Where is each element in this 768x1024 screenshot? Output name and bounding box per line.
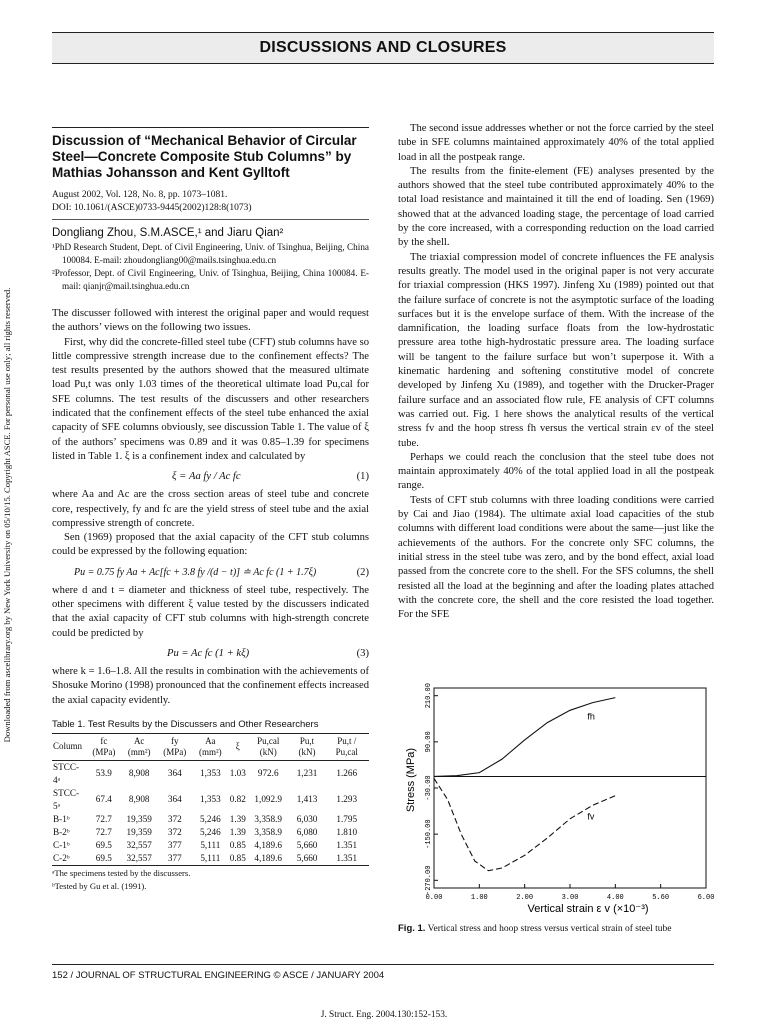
section-header bbox=[52, 32, 714, 64]
equation-text: ξ = Aa fy / Ac fc bbox=[172, 471, 241, 483]
paragraph: The second issue addresses whether or not the force carried by the steel tube in SFE columns maintained approximately 40% of the total applied load in all the postpeak range. bbox=[398, 123, 714, 163]
column-header: Aa (mm²) bbox=[192, 733, 229, 760]
article-title: Discussion of “Mechanical Behavior of Circular Steel—Concrete Composite Stub Columns” by Mathias Johansson and Kent Gylltoft bbox=[52, 127, 369, 181]
x-axis-label: Vertical strain ε v (×10⁻³) bbox=[527, 903, 649, 915]
table-cell: 1,092.9 bbox=[254, 794, 282, 805]
table-cell: 377 bbox=[167, 852, 182, 863]
plot-frame bbox=[434, 688, 706, 888]
equation-text: Pu = 0.75 fy Aa + Ac[fc + 3.8 fy /(d − t)] ≐ Ac fc (1 + 1.7ξ) bbox=[74, 566, 317, 578]
table-cell: 72.7 bbox=[95, 826, 112, 837]
paragraph: The discusser followed with interest the original paper and would request the authors’ views on the following two issues. bbox=[52, 308, 369, 334]
table-cell: 19,359 bbox=[126, 813, 152, 824]
table-cell: 5,660 bbox=[296, 839, 318, 850]
table-cell: STCC-4ᵃ bbox=[53, 761, 80, 785]
table-cell: 32,557 bbox=[126, 839, 152, 850]
table-cell: 8,908 bbox=[128, 794, 150, 805]
column-header: Pu,cal (kN) bbox=[247, 733, 290, 760]
column-header: fy (MPa) bbox=[158, 733, 192, 760]
table-cell: 0.85 bbox=[229, 852, 246, 863]
figure-caption bbox=[398, 922, 714, 936]
x-tick-label: 1.00 bbox=[470, 894, 488, 902]
table-cell: 6,030 bbox=[296, 813, 318, 824]
figure-label: Fig. 1. bbox=[398, 923, 426, 934]
equation-number: (2) bbox=[356, 566, 369, 578]
table-cell: 4,189.6 bbox=[254, 852, 282, 863]
table-cell: 4,189.6 bbox=[254, 839, 282, 850]
x-tick-label: 4.00 bbox=[606, 894, 624, 902]
table-cell: 1,353 bbox=[199, 794, 221, 805]
table-cell: 69.5 bbox=[95, 839, 112, 850]
left-column bbox=[52, 124, 369, 892]
table-cell: 5,246 bbox=[199, 813, 221, 824]
paragraph: Perhaps we could reach the conclusion that the steel tube does not maintain approximately 40% of the total applied load in all the postpeak range. bbox=[398, 451, 714, 492]
column-header: fc (MPa) bbox=[87, 733, 121, 760]
right-column bbox=[398, 122, 714, 622]
column-header: Pu,t / Pu,cal bbox=[324, 733, 369, 760]
table-row bbox=[52, 839, 369, 852]
paragraph: The results from the finite-element (FE) analyses presented by the authors showed that the steel tube contributed approximately 40% to the total load resistance and maintained it till the end of loading. Sen (1969) showed that at the advanced loading stage, the percentage of load carried by the core increased, with a corresponding reduction on the load carried by the shell. bbox=[398, 165, 714, 249]
table-cell: 364 bbox=[167, 794, 182, 805]
table-cell: 0.85 bbox=[229, 839, 246, 850]
table-cell: 372 bbox=[167, 826, 182, 837]
column-header: Column bbox=[52, 733, 87, 760]
x-tick-label: 2.00 bbox=[516, 894, 534, 902]
paragraph: First, why did the concrete-filled steel tube (CFT) stub columns have so little compressive strength increase due to the confinement effects? The test results presented by the authors showed that the measured ultimate load Pu,t was only 1.03 times of the theoretical ultimate load Pu,cal for SFE columns. The test results of the discussers and other researchers indicated that the confinement effects of the steel tube enhanced the axial capacity of SFE columns obviously, see discussion Table 1. The value of ξ of the authors’ specimens was 0.89 and it was 0.85–1.39 for specimens listed in Table 1. ξ is a confinement index and calculated by bbox=[52, 336, 369, 462]
table-row bbox=[52, 760, 369, 787]
paragraph: where d and t = diameter and thickness of steel tube, respectively. The other specimens with different ξ value tested by the discussers indicated that the axial capacity of CFT stub columns with high-strength concrete could be predicted by bbox=[52, 584, 369, 639]
y-tick-label: -150.00 bbox=[425, 819, 433, 849]
table-row bbox=[52, 787, 369, 813]
authors: Dongliang Zhou, S.M.ASCE,¹ and Jiaru Qian² bbox=[52, 227, 284, 239]
paragraph: where k = 1.6–1.8. All the results in combination with the achievements of Shosuke Morino (1998) pronounced that the confinement effects increased the axial capacity evidently. bbox=[52, 665, 369, 706]
column-header: Ac (mm²) bbox=[121, 733, 158, 760]
table-cell: 1.03 bbox=[229, 768, 246, 779]
table-cell: 364 bbox=[167, 768, 182, 779]
column-header: ξ bbox=[229, 733, 247, 760]
results-table bbox=[52, 733, 369, 866]
table-cell: 32,557 bbox=[126, 852, 152, 863]
running-footer-text: 152 / JOURNAL OF STRUCTURAL ENGINEERING © ASCE / JANUARY 2004 bbox=[52, 970, 385, 981]
x-tick-label: 3.00 bbox=[561, 894, 579, 902]
table-cell: 67.4 bbox=[95, 794, 112, 805]
doi[interactable]: DOI: 10.1061/(ASCE)0733-9445(2002)128:8(1073) bbox=[52, 203, 252, 213]
x-tick-label: 0.00 bbox=[425, 894, 443, 902]
table-cell: C-1ᵇ bbox=[53, 839, 70, 850]
equation-3 bbox=[52, 646, 369, 661]
citation: J. Struct. Eng. 2004.130:152-153. bbox=[320, 1010, 448, 1020]
series-label-fh: fh bbox=[587, 711, 595, 722]
table-cell: C-2ᵇ bbox=[53, 852, 70, 863]
equation-number: (3) bbox=[356, 647, 369, 659]
table-cell: 1,231 bbox=[296, 768, 318, 779]
table-cell: 1,353 bbox=[199, 768, 221, 779]
table-cell: 8,908 bbox=[128, 768, 150, 779]
section-title: DISCUSSIONS AND CLOSURES bbox=[259, 39, 507, 56]
table-cell: 0.82 bbox=[229, 794, 246, 805]
download-notice-text: Downloaded from ascelibrary.org by New York University on 05/10/15. Copyright ASCE. For personal use only; all rights reserved. bbox=[2, 287, 12, 743]
table-cell: 3,358.9 bbox=[254, 826, 282, 837]
table-cell: 1.351 bbox=[336, 839, 358, 850]
running-footer bbox=[52, 964, 714, 981]
equation-1 bbox=[52, 469, 369, 484]
table-cell: 5,660 bbox=[296, 852, 318, 863]
table-caption: Table 1. Test Results by the Discussers and Other Researchers bbox=[52, 718, 319, 730]
table-cell: 3,358.9 bbox=[254, 813, 282, 824]
table-cell: 1.351 bbox=[336, 852, 358, 863]
table-cell: 5,111 bbox=[200, 839, 221, 850]
equation-2 bbox=[52, 565, 369, 580]
paragraph: Sen (1969) proposed that the axial capacity of the CFT stub columns could be expressed by the following equation: bbox=[52, 532, 369, 558]
equation-number: (1) bbox=[356, 471, 369, 483]
affiliation-1: ¹PhD Research Student, Dept. of Civil Engineering, Univ. of Tsinghua, Beijing, China 100084. E-mail: zhoudongliang00@mails.tsinghua.edu.cn bbox=[52, 242, 369, 265]
table-cell: 53.9 bbox=[95, 768, 112, 779]
y-tick-label: 90.00 bbox=[425, 731, 433, 753]
series-label-fv: fv bbox=[587, 811, 595, 822]
y-tick-label: 210.00 bbox=[425, 683, 433, 709]
table-cell: 1.39 bbox=[229, 826, 246, 837]
table-cell: 6,080 bbox=[296, 826, 318, 837]
series-line-fh bbox=[434, 698, 615, 777]
table-row bbox=[52, 852, 369, 866]
table-header-row bbox=[52, 733, 369, 760]
table-cell: 69.5 bbox=[95, 852, 112, 863]
table-cell: 972.6 bbox=[257, 768, 279, 779]
table-row bbox=[52, 826, 369, 839]
download-notice bbox=[0, 235, 14, 795]
table-cell: STCC-5ᵃ bbox=[53, 787, 80, 811]
table-cell: B-2ᵇ bbox=[53, 826, 70, 837]
figure-caption-text: Vertical stress and hoop stress versus vertical strain of steel tube bbox=[427, 924, 672, 934]
y-tick-label: -30.00 bbox=[425, 775, 433, 801]
equation-text: Pu = Ac fc (1 + kξ) bbox=[167, 647, 250, 659]
affiliation-2: ²Professor, Dept. of Civil Engineering, Univ. of Tsinghua, Beijing, China 100084. E-mail: qianjr@mail.tsinghua.edu.cn bbox=[52, 268, 369, 291]
table-cell: 5,246 bbox=[199, 826, 221, 837]
table-cell: 1,413 bbox=[296, 794, 318, 805]
table-cell: 372 bbox=[167, 813, 182, 824]
stress-strain-chart bbox=[398, 680, 716, 916]
series-line-fv bbox=[434, 778, 615, 870]
table-cell: 5,111 bbox=[200, 852, 221, 863]
divider bbox=[52, 219, 369, 220]
table-cell: 1.795 bbox=[336, 813, 358, 824]
table-cell: 1.810 bbox=[336, 826, 358, 837]
table-note-b: ᵇTested by Gu et al. (1991). bbox=[52, 880, 147, 891]
table-cell: 72.7 bbox=[95, 813, 112, 824]
y-tick-label: -270.00 bbox=[425, 865, 433, 896]
paragraph: where Aa and Ac are the cross section areas of steel tube and concrete core, respectively, fy and fc are the yield stress of steel tube and the axial compressive strength of concrete. bbox=[52, 489, 369, 529]
table-cell: 19,359 bbox=[126, 826, 152, 837]
column-header: Pu,t (kN) bbox=[290, 733, 325, 760]
table-cell: 1.266 bbox=[336, 768, 358, 779]
issue-info: August 2002, Vol. 128, No. 8, pp. 1073–1081. bbox=[52, 190, 228, 200]
paragraph: The triaxial compression model of concrete influences the FE analysis results greatly. The model used in the original paper is not very accurate for triaxial compression (HKS 1997). Jinfeng Xu (1989) pointed out that the failure surface of concrete is not the asymptotic surface of the loading surfaces but it is the envelope surface of them. With the increase of the damnification, the loading surface floats from the low-hydrostatic pressure area tothe high-hydrostatic pressure area. The loading surface will be tangent to the failure surface but won’t superpose it. With a kinematic hardening and softening constitutive model of concrete developed by Jinfeng Xu (1989), and together with the Drucker-Prager failure surface and an associated flow rule, FE analysis of CFT columns was carried out. Fig. 1 here shows the analytical results of the vertical stress fv and the hoop stress fh versus the vertical strain εv of the steel tube. bbox=[398, 251, 714, 449]
y-axis-label: Stress (MPa) bbox=[405, 747, 417, 813]
x-tick-label: 5.60 bbox=[652, 894, 670, 902]
paragraph: Tests of CFT stub columns with three loading conditions were carried by Cai and Jiao (1984). The ultimate axial load capacities of the stub columns with different load conditions were about the same—just like the achievements of the authors. For the concrete only SFC columns, the initial stress in the steel tube was zero, and by the bond effect, axial load passed from the concrete core to the shell. For the SFS columns, the shell resisted all the load at the beginning and after the loading plates attached with the concrete core, the shell and the core resisted the load together. For the SFE bbox=[398, 494, 714, 621]
table-cell: 1.293 bbox=[336, 794, 358, 805]
table-row bbox=[52, 813, 369, 826]
table-cell: 377 bbox=[167, 839, 182, 850]
table-note-a: ᵃThe specimens tested by the discussers. bbox=[52, 867, 191, 878]
table-cell: 1.39 bbox=[229, 813, 246, 824]
x-tick-label: 6.00 bbox=[697, 894, 715, 902]
table-cell: B-1ᵇ bbox=[53, 813, 70, 824]
